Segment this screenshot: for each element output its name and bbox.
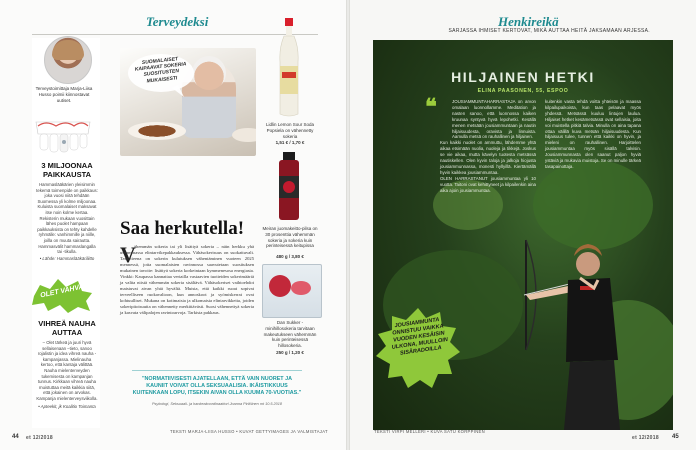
jam-sugar-package-image (262, 264, 322, 318)
ribbon-headline-1: VIHREÄ NAUHA (38, 319, 96, 328)
article-dropcap: V (120, 242, 136, 267)
burst-label: OLET VAHVA (39, 283, 85, 300)
ribbon-headline-2: AUTTAA (51, 327, 83, 337)
product-1-price: 1,51 € / 1,70 € (275, 140, 305, 145)
story-title: HILJAINEN HETKI (451, 69, 595, 85)
speech-bubble-text: SUOMALAISET KAIPAAVAT SOKERIA SUOSITUSTEN MUKAISESTI (134, 56, 187, 85)
teeth-headline-1: 3 MILJOONAA (41, 161, 93, 170)
story-body-2: OLEN HARRASTANUT jousiammuntaa yli 10 vuotta. Taitoni ovat kehittyneet ja kilpailenkin aina aika ajoin jousiammuntaa. (440, 176, 536, 193)
story-body-3: kuitenkin vasta tehdä voitta yhteisön ja maassa kilpailupaikoista, kun taas pelaavat myös yhdessä. Metsässä kuuluu lintujen laulua. Hiljaiset hetket kesämetsässä ovat sellaisia, joita voi muistella pitkiä talvia. Minulla on aina tapana ottaa välillä kuva metsän hiljaisuudesta. Kun hiljaisuus tulee, tunnen että kaikki on hyvin, ja mieleni on rauhallinen. Harjoittelen jousiammuntaa myös sisällä talvisin. Jousiammunnasta olen saanut paljon hyviä ystäviä ja mukavia muistoja. Se on minulle tärkeä tasapainottaja. (545, 99, 641, 169)
pullquote-rule (132, 370, 302, 371)
right-page-number: 45 (672, 434, 679, 440)
archer-figure (520, 200, 630, 430)
teeth-source: • Lähde: Hammaslääkäriliitto (39, 256, 95, 261)
pullquote-source: Psykologi, Seksuaali- ja hankeakoordinaattori Joanna Pirilöinen mt 10.5.2018 (151, 402, 283, 406)
right-section-title: Henkireikä (498, 14, 559, 29)
product-3-caption: Dan Sukker -minihillosokeria tarvitaan makeutukseen vähemmän kuin perinteisessä hillosokeria. (263, 320, 317, 349)
ribbon-source: • Apteekit, jk Koalitio Toimanta (38, 404, 96, 409)
ribbon-body: – Olet tärkeä ja juuri hyvä sellaisenaan –tieto, sanoo rojalistin ja idea vihreä nauha -kampanjassa. Mielinauha kertoo, että kantaja välittää. Nauha mielenterveyden tukemisesta on kampanjan tunnus. Kirkkaan vihreä nauha muistuttaa meitä kaikkia siitä, että jokainen on arvokas. Kampanja mielenterveysviikolla. (36, 340, 98, 401)
berry-soup-bottle-image (276, 152, 302, 222)
left-footer-credits: TEKSTI MARJA-LIISA HUSSO • KUVAT GETTYIMAGES JA VALMISTAJAT (170, 429, 328, 434)
product-2-caption: Meiran juomakeitto-pilsa on 30 prosenttia vähemmän sokeria ja sokeria kuin perinteisessä keitupissa (262, 226, 318, 249)
left-page-number: 44 (12, 434, 19, 440)
teeth-headline-2: PAIKKAUSTA (42, 169, 92, 179)
quote-mark-icon: ❝ (425, 94, 437, 119)
teeth-body: Hammaslääkärien yleisimmin tekemä toimenpide on paikkaus: joka vuosi niitä tehdään Suomessa yli kolme miljoonaa. Kuluista suomalaiset maksavat itse noin kolme kertaa. Rekisterin mukaan vuosittain lähes puolet hampaan paikkauksista on tehty kahdelle ryhmälle: vanhimmille ja niille, joilla on muuta sairautta. Hammasvälit hammaslangalla tai -tikulla. (36, 182, 98, 255)
editor-avatar (44, 36, 92, 84)
page-gutter (346, 0, 350, 450)
right-magazine-tag: et 12/2018 (632, 435, 659, 441)
editor-caption: Terveystoimittaja Marja-Liisa Husso poimii kiinnostavat uutiset. (35, 86, 93, 103)
product-1-caption: Lidlin Lemon Sour Soda Popsiela on vähennetty sokeria (265, 122, 315, 139)
article-body: ähemmän sokeria tai yli lisättyä sokeria – näin herkku yhä useammassa elintarvikepakkauksessa. Vähäsokerisuus on suokattuvalt. Tavoitteena on sokerin kulutuksen vähentäminen vuoteen 2025 mennessä, jotta suomalaisten ravinnossa saavutetaan suosituksen mukainen tavoite: lisättyä sokeria korkeintaan kymmenesosa energiasta. Vinkki: Kaupassa kannattaa vertailla vastaavien tuotteiden sokerimääriä ja valita niistä vähemmän sokeria sisältävä. Vähäsokeriset vaihtoehdot maistuvat aivan yhtä hyvältä. Muista, että kaikki ruoat sopivat terveelliseen ruokavalioon, kun annoskoot ja syömiskerrat ovat kohtuulliset. Mukana on kotimaisia ja ulkomaisia elintarvikkeita, joiden sokeripitoisuutta on vähennetty merkittävästi. Suosi vähennettyä sokeria ja kasvata välipalojen ravintoarvoja. Tarkista pakkaus. (120, 244, 254, 315)
pullquote: "NORMATIIVISESTI AJATELLAAN, ETTÄ VAIN NUORET JA KAUNIIT VOIVAT OLLA SEKSUAALISIA. IKÄISTIKKUUS KUITENKAAN LOPU, ITSEKIN AIVAN OLLA KUUMA 70-VUOTIAS." (132, 376, 302, 396)
right-section-subtitle: SARJASSA IHMISET KERTOVAT, MIKÄ AUTTAA HEITÄ JAKSAMAAN ARJESSA. (448, 28, 650, 34)
product-2-price: 480 g / 3,80 € (276, 254, 304, 259)
lemon-soda-bottle-image (276, 18, 302, 118)
story-body-1: Kun kaikki nuolet on ammuttu, lähdemme yhtä aikaa etsimään nuolia, nuoleja ja tikkejä. Joskus se vie aikaa, mutta kävelyn tuotesta metsässä nautiskellen. Olen kyvin taloja ja jalkoja hiojusta jousiammunnassa, monesti hyllyillä. Kiertämällä hyvin kaikkea jousiammuntaa. (440, 140, 536, 175)
section-title: Terveydeksi (146, 14, 209, 29)
quote-burst-text: JOUSIAMMUNTA ONNISTUU VAIKKA VUODEN KESÄISIN ULKONA, MUULLOIN SISÄRADOILLA (391, 317, 449, 357)
right-footer-credits: TEKSTI VIRPI MELLERI • KUVA SATU KORPPINEN (374, 429, 485, 434)
article-title: Saa herkutella! (120, 218, 245, 239)
product-3-price: 250 g / 1,20 € (276, 350, 304, 355)
story-lead: JOUSIAMMUNTAHARRASTAJA on arvon omalaan luonnollamme. Meditation ja nasten sanoo, että luonnossa kaiken kruunaa syntyvä hyvä lepohetki. Kesällä menen metsään jousiammuntaan ja nautin hiljaisuudesta, oravista ja linnuista. Aamulla metsä on rauhallinen ja hiljainen. (452, 99, 536, 140)
story-byline: ELINA PAASONEN, 55, ESPOO (477, 88, 569, 94)
teeth-illustration (34, 116, 92, 156)
left-magazine-tag: et 12/2018 (26, 435, 53, 441)
